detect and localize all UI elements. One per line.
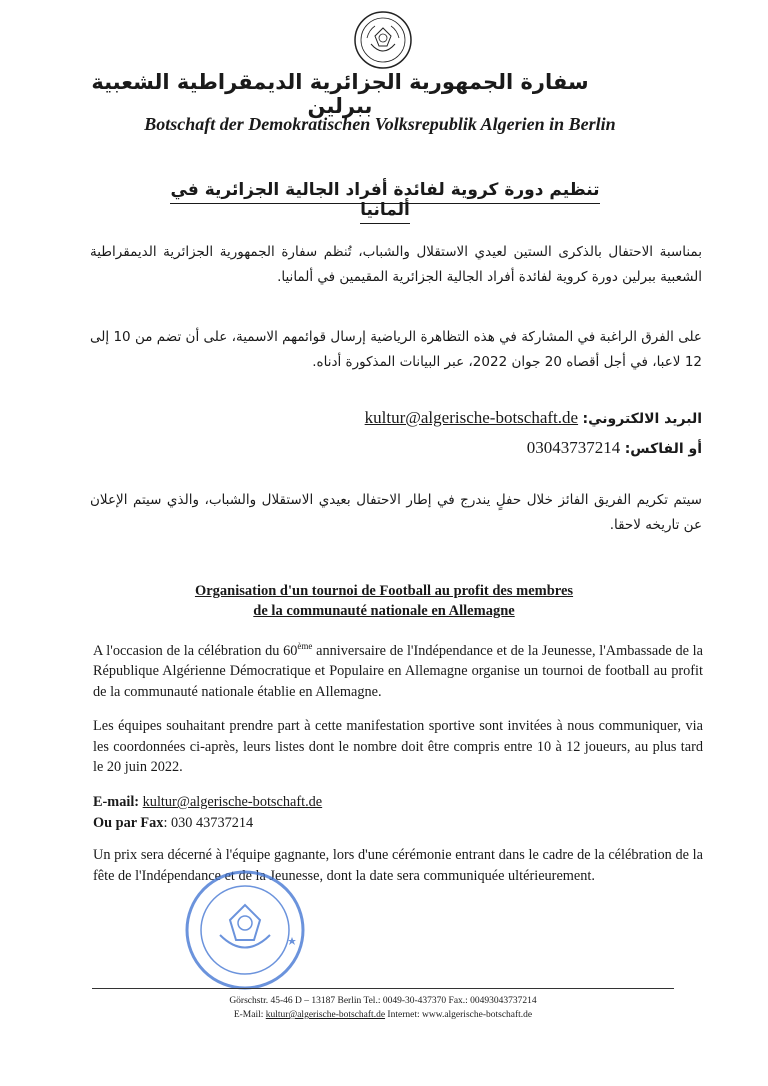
french-para1-superscript: ème bbox=[297, 641, 313, 651]
arabic-subject-title bbox=[150, 180, 620, 220]
french-fax-label: Ou par Fax bbox=[93, 815, 164, 831]
official-stamp-icon bbox=[180, 865, 310, 995]
french-para1-end: anniversaire de l'Indépendance et de la Jeunesse, l'Ambassade de la République Algérienne Démocratique et Populaire en Allemagne organise un tournoi de football au profit de la communauté nationale établie en Allemagne. bbox=[93, 642, 703, 701]
arabic-email-label: البريد الالكتروني: bbox=[582, 411, 702, 427]
arabic-paragraph-2: على الفرق الراغبة في المشاركة في هذه التظاهرة الرياضية إرسال قوائمهم الاسمية، على أن تضم من 10 إلى 12 لاعبا، في أجل أقصاه 20 جوان 2022، عبر البيانات المذكورة أدناه. bbox=[90, 329, 702, 370]
arabic-subject-text: تنظيم دورة كروية لفائدة أفراد الجالية الجزائرية في ألمانيا bbox=[170, 180, 599, 224]
footer-email-link[interactable]: kultur@algerische-botschaft.de bbox=[265, 1010, 386, 1020]
arabic-fax-line bbox=[90, 438, 702, 458]
french-fax-value: : 030 43737214 bbox=[163, 815, 254, 831]
french-email-link[interactable]: kultur@algerische-botschaft.de bbox=[142, 794, 323, 810]
arabic-paragraph-3: سيتم تكريم الفريق الفائز خلال حفلٍ يندرج في إطار الاحتفال بعيدي الاستقلال والشباب، والذي سيتم الإعلان عن تاريخه لاحقا. bbox=[90, 492, 702, 533]
french-paragraph-2: Les équipes souhaitant prendre part à cette manifestation sportive sont invitées à nous communiquer, via les coordonnées ci-après, leurs listes dont le nombre doit être compris entre 10 à 12 joueurs, au plus tard le 20 juin 2022. bbox=[93, 718, 703, 776]
footer-email-label: E-Mail: bbox=[233, 1010, 266, 1020]
republic-emblem-icon bbox=[353, 10, 413, 70]
arabic-email-link[interactable]: kultur@algerische-botschaft.de bbox=[364, 408, 579, 427]
french-paragraph-1 bbox=[93, 640, 703, 703]
french-email-label: E-mail: bbox=[93, 794, 140, 810]
french-email-line bbox=[93, 792, 703, 813]
french-para1-start: A l'occasion de la célébration du 60 bbox=[93, 642, 298, 659]
embassy-arabic-title: سفارة الجمهورية الجزائرية الديمقراطية الشعبية ببرلين bbox=[91, 70, 589, 118]
french-title-line-1: Organisation d'un tournoi de Football au profit des membres bbox=[194, 583, 574, 599]
embassy-german-title: Botschaft der Demokratischen Volksrepublik Algerien in Berlin bbox=[144, 114, 616, 134]
footer-divider bbox=[92, 988, 674, 989]
french-title-line-2: de la communauté nationale en Allemagne bbox=[253, 602, 515, 619]
arabic-fax-value: 03043737214 bbox=[526, 438, 621, 457]
arabic-paragraph-1: بمناسبة الاحتفال بالذكرى الستين لعيدي الاستقلال والشباب، تُنظم سفارة الجمهورية الجزائرية الديمقراطية الشعبية ببرلين دورة كروية لفائدة أفراد الجالية الجزائرية المقيمين في ألمانيا. bbox=[90, 244, 702, 285]
french-fax-line bbox=[93, 813, 703, 834]
arabic-email-line bbox=[90, 408, 702, 428]
footer-address: Görschstr. 45-46 D – 13187 Berlin Tel.: 0049-30-437370 Fax.: 00493043737214 bbox=[229, 996, 537, 1006]
arabic-fax-label: أو الفاكس: bbox=[624, 441, 702, 457]
footer-internet: Internet: www.algerische-botschaft.de bbox=[385, 1010, 533, 1020]
footer-contact bbox=[92, 1010, 674, 1020]
french-paragraph-3: Un prix sera décerné à l'équipe gagnante, lors d'une cérémonie entrant dans le cadre de la célébration de la fête de l'Indépendance et de la Jeunesse, dont la date sera communiquée ultérieurement. bbox=[93, 847, 703, 884]
french-subject-title bbox=[100, 582, 668, 621]
